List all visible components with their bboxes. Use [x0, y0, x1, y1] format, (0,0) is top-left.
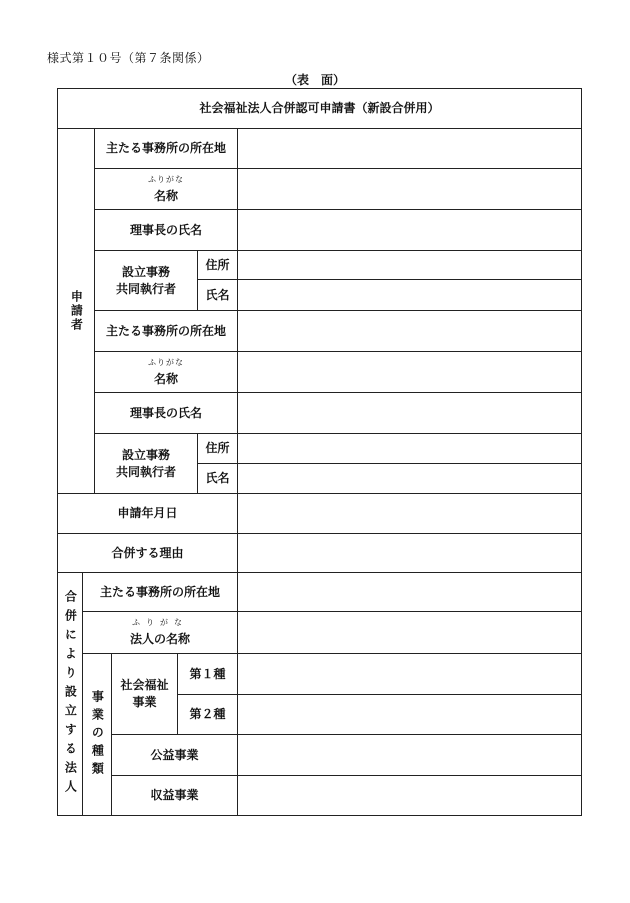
type2-business-input[interactable]	[238, 695, 581, 734]
new-corp-office-address-label: 主たる事務所の所在地	[99, 584, 220, 599]
applicant2-person-name-input[interactable]	[238, 464, 581, 493]
applicant2-chair-label: 理事長の氏名	[129, 405, 202, 420]
profit-business-input[interactable]	[238, 776, 581, 815]
applicant1-office-address-input[interactable]	[238, 129, 581, 168]
social-welfare-label-cell	[112, 654, 177, 734]
applicant2-office-address-label: 主たる事務所の所在地	[105, 323, 226, 338]
applicant2-address-input[interactable]	[238, 434, 581, 463]
applicant2-co-executor-label-2: 共同執行者	[115, 464, 176, 479]
public-interest-label: 公益事業	[150, 747, 199, 762]
applicant2-co-executor-label-1: 設立事務	[121, 447, 170, 462]
new-corp-name-input[interactable]	[238, 612, 581, 653]
merger-reason-label: 合併する理由	[111, 545, 184, 560]
applicant2-name-input[interactable]	[238, 352, 581, 392]
merger-reason-input[interactable]	[238, 534, 581, 572]
applicant1-chair-label: 理事長の氏名	[129, 222, 202, 237]
applicant1-furigana: ふりがな	[148, 174, 184, 184]
applicant1-co-executor-label-cell	[95, 251, 197, 310]
new-corp-label-cell	[58, 573, 82, 815]
applicant1-name-label: 名称	[153, 188, 178, 203]
applicant2-chair-input[interactable]	[238, 393, 581, 433]
applicant1-co-executor-label-2: 共同執行者	[115, 281, 176, 296]
new-corp-name-label-cell	[83, 612, 237, 653]
applicant1-name-input[interactable]	[238, 169, 581, 209]
type2-label: 第２種	[189, 707, 226, 722]
business-type-label-cell	[83, 654, 111, 815]
applicant1-office-address-label: 主たる事務所の所在地	[105, 141, 226, 156]
applicant1-person-name-label: 氏名	[205, 287, 230, 302]
social-welfare-label-2: 事業	[132, 695, 157, 709]
applicant2-name-label-cell	[95, 352, 237, 392]
page-side-label: （表 面）	[284, 73, 345, 87]
social-welfare-label-1: 社会福祉	[120, 678, 169, 693]
business-type-label: 事業の種類	[90, 689, 105, 780]
new-corp-label: 合併により設立する法人	[63, 589, 78, 799]
applicant2-person-name-label: 氏名	[205, 471, 230, 486]
applicant1-name-label-cell	[95, 169, 237, 209]
applicant-label-cell	[58, 129, 94, 493]
applicant1-chair-input[interactable]	[238, 210, 581, 250]
application-date-label: 申請年月日	[117, 506, 178, 521]
type1-label: 第１種	[189, 666, 226, 681]
type1-business-input[interactable]	[238, 654, 581, 694]
applicant1-co-executor-label-1: 設立事務	[121, 264, 170, 279]
applicant2-office-address-input[interactable]	[238, 311, 581, 351]
application-date-input[interactable]	[238, 494, 581, 533]
applicant1-address-input[interactable]	[238, 251, 581, 279]
applicant2-furigana: ふりがな	[148, 357, 184, 367]
applicant2-address-label: 住所	[205, 441, 230, 456]
applicant-label: 申請者	[69, 290, 84, 332]
new-corp-office-address-input[interactable]	[238, 573, 581, 611]
applicant2-co-executor-label-cell	[95, 434, 197, 493]
profit-business-label: 収益事業	[150, 788, 199, 803]
applicant1-address-label: 住所	[205, 257, 230, 272]
form-title: 社会福祉法人合併認可申請書（新設合併用）	[199, 101, 440, 116]
new-corp-furigana: ふりがな	[132, 618, 188, 627]
new-corp-name-label: 法人の名称	[129, 632, 190, 647]
applicant2-name-label: 名称	[153, 371, 178, 386]
applicant1-person-name-input[interactable]	[238, 280, 581, 310]
form-number: 様式第１０号（第７条関係）	[47, 51, 210, 65]
public-interest-business-input[interactable]	[238, 735, 581, 775]
